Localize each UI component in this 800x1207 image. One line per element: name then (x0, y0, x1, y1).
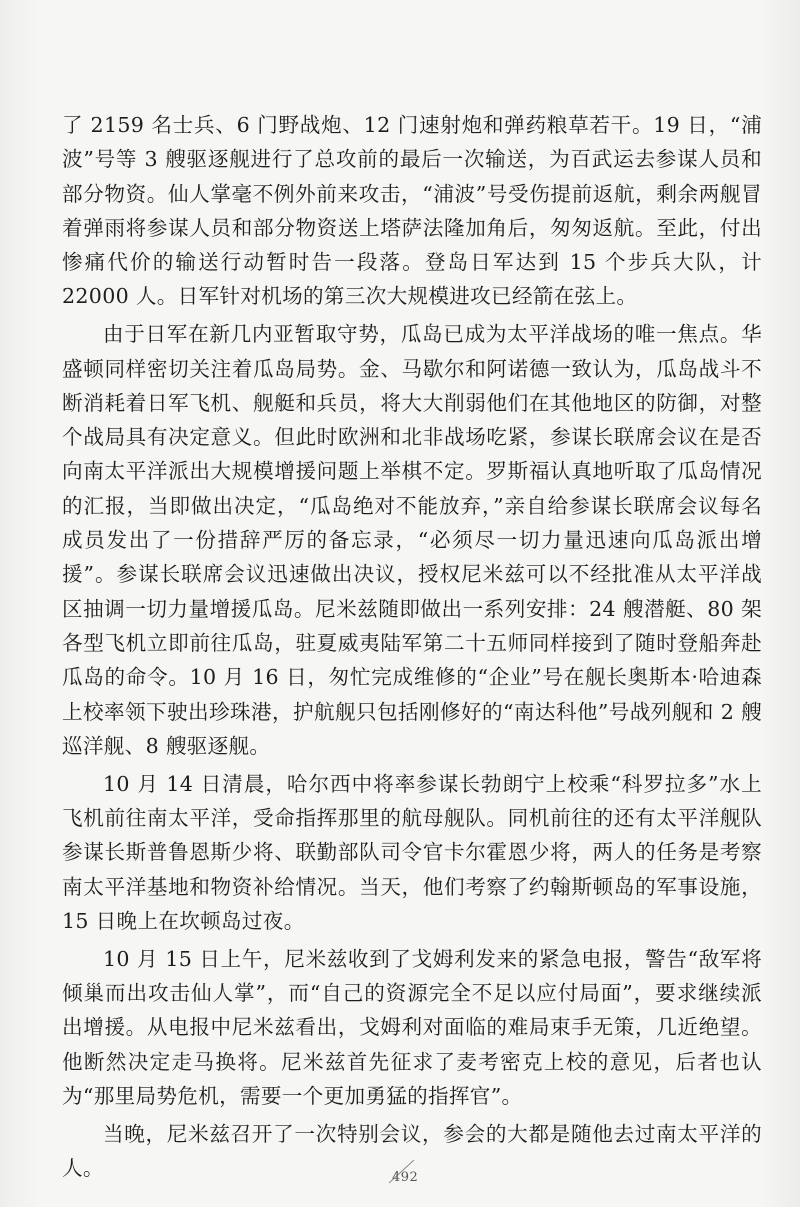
paragraph-1: 了 2159 名士兵、6 门野战炮、12 门速射炮和弹药粮草若干。19 日，“浦波”号等 3 艘驱逐舰进行了总攻前的最后一次输送，为百武运去参谋人员和部分物资。仙人掌毫不例外前来攻击，“浦波”号受伤提前返航，剩余两舰冒着弹雨将参谋人员和部分物资送上塔萨法隆加角后，匆匆返航。至此，付出惨痛代价的输送行动暂时告一段落。登岛日军达到 15 个步兵大队，计 22000 人。日军针对机场的第三次大规模进攻已经箭在弦上。 (62, 113, 762, 309)
paragraph-3: 10 月 14 日清晨，哈尔西中将率参谋长勃朗宁上校乘“科罗拉多”水上飞机前往南太平洋，受命指挥那里的航母舰队。同机前往的还有太平洋舰队参谋长斯普鲁恩斯少将、联勤部队司令官卡尔霍恩少将，两人的任务是考察南太平洋基地和物资补给情况。当天，他们考察了约翰斯顿岛的军事设施，15 日晚上在坎顿岛过夜。 (62, 771, 762, 933)
paragraph-5: 当晚，尼米兹召开了一次特别会议，参会的大都是随他去过南太平洋的人。 (62, 1121, 762, 1180)
body-text (62, 108, 762, 1185)
paragraph-4: 10 月 15 日上午，尼米兹收到了戈姆利发来的紧急电报，警告“敌军将倾巢而出攻击仙人掌”，而“自己的资源完全不足以应付局面”，要求继续派出增援。从电报中尼米兹看出，戈姆利对面临的难局束手无策，几近绝望。他断然决定走马换将。尼米兹首先征求了麦考密克上校的意见，后者也认为“那里局势危机，需要一个更加勇猛的指挥官”。 (62, 946, 762, 1108)
paragraph-2: 由于日军在新几内亚暂取守势，瓜岛已成为太平洋战场的唯一焦点。华盛顿同样密切关注着瓜岛局势。金、马歇尔和阿诺德一致认为，瓜岛战斗不断消耗着日军飞机、舰艇和兵员，将大大削弱他们在其他地区的防御，对整个战局具有决定意义。但此时欧洲和北非战场吃紧，参谋长联席会议在是否向南太平洋派出大规模增援问题上举棋不定。罗斯福认真地听取了瓜岛情况的汇报，当即做出决定，“瓜岛绝对不能放弃，”亲自给参谋长联席会议每名成员发出了一份措辞严厉的备忘录，“必须尽一切力量迅速向瓜岛派出增援”。参谋长联席会议迅速做出决议，授权尼米兹可以不经批准从太平洋战区抽调一切力量增援瓜岛。尼米兹随即做出一系列安排：24 艘潜艇、80 架各型飞机立即前往瓜岛，驻夏威夷陆军第二十五师同样接到了随时登船奔赴瓜岛的命令。10 月 16 日，匆忙完成维修的“企业”号在舰长奥斯本·哈迪森上校率领下驶出珍珠港，护航舰只包括刚修好的“南达科他”号战列舰和 2 艘巡洋舰、8 艘驱逐舰。 (62, 322, 762, 758)
page-number: 492 (392, 1170, 419, 1185)
